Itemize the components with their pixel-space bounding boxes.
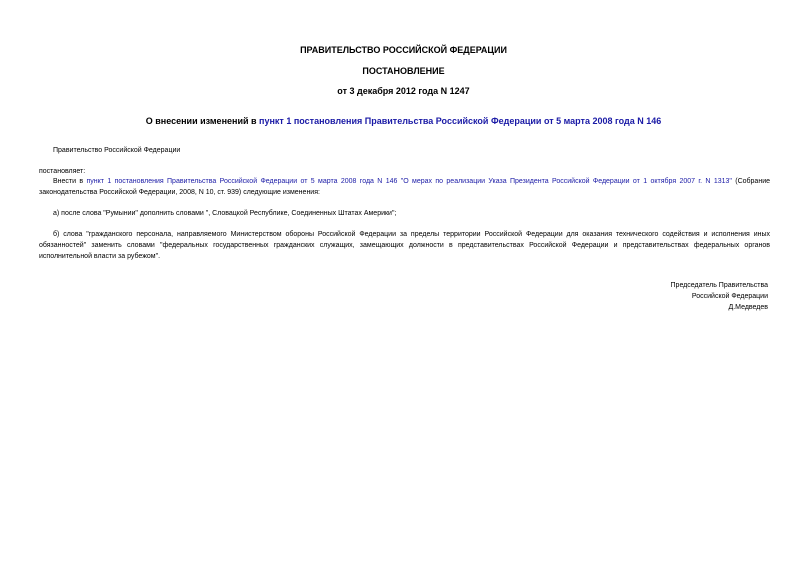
signature-name: Д.Медведев [728, 304, 768, 311]
government-heading: ПРАВИТЕЛЬСТВО РОССИЙСКОЙ ФЕДЕРАЦИИ [300, 45, 507, 55]
date-number-heading: от 3 декабря 2012 года N 1247 [337, 86, 470, 96]
para1-suffix: (Собрание законодательства Российской Федерации, 2008, N 10, ст. 939) следующие изменения: [39, 178, 770, 196]
decree-text: постановляет: [39, 168, 86, 175]
document-type-heading: ПОСТАНОВЛЕНИЕ [362, 66, 445, 76]
paragraph-1 [39, 176, 770, 198]
title-prefix: О внесении изменений в [145, 116, 260, 126]
signature-title-line1: Председатель Правительства [670, 282, 768, 289]
para1-prefix: Внести в [53, 178, 87, 185]
paragraph-a: а) после слова "Румынии" дополнить словами ", Словацкой Республике, Соединенных Штатах Америки"; [53, 210, 397, 217]
intro-text: Правительство Российской Федерации [53, 147, 181, 154]
signature-title-line2: Российской Федерации [691, 293, 768, 300]
title-link[interactable]: пункт 1 постановления Правительства Российской Федерации от 5 марта 2008 года N 146 [259, 116, 662, 126]
document-title [0, 116, 807, 126]
para1-link[interactable]: пункт 1 постановления Правительства Российской Федерации от 5 марта 2008 года N 146 "О мерах по реализации Указа Президента Российской Федерации от 1 октября 2007 г. N 1313" [86, 178, 732, 185]
paragraph-b: б) слова "гражданского персонала, направляемого Министерством обороны Российской Федерации за пределы территории Российской Федерации для оказания технического содействия и исполнения иных обязанностей" заменить словами "федеральных государственных гражданских служащих, замещающих должности в представительствах Российской Федерации и представительствах федеральных органов исполнительной власти за рубежом". [39, 231, 770, 260]
